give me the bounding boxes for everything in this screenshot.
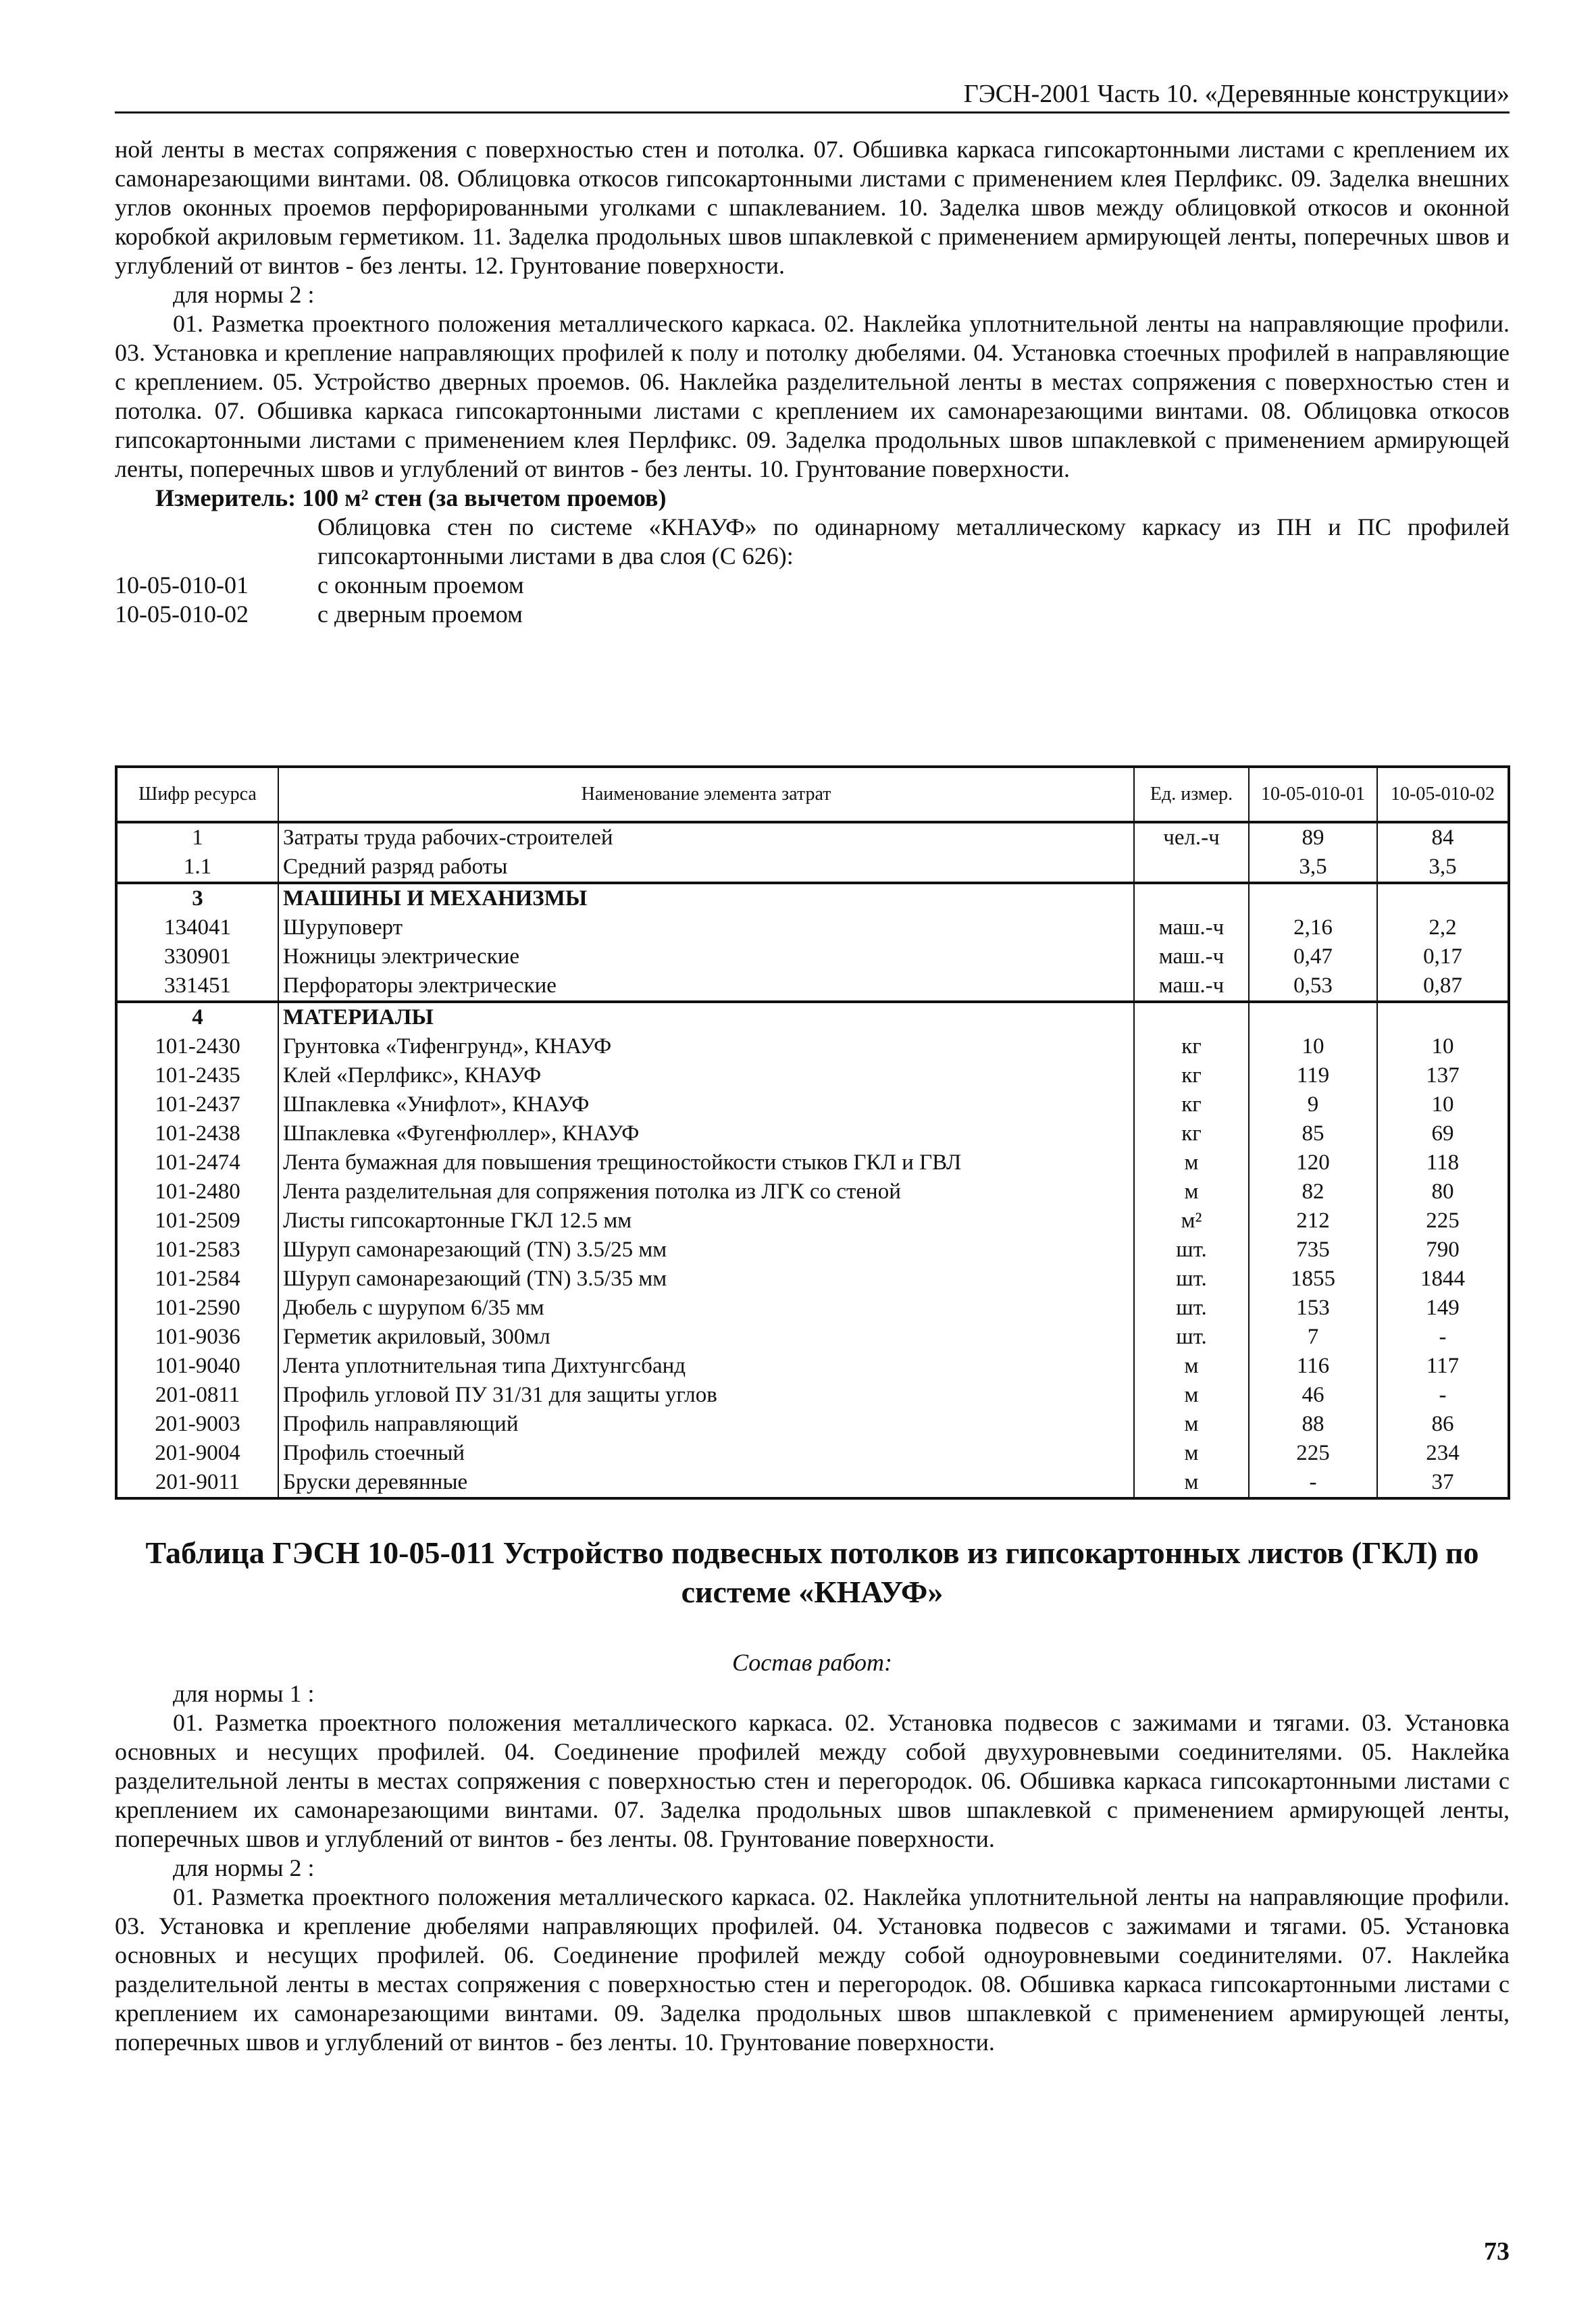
table-cell: Бруски деревянные: [278, 1468, 1134, 1498]
table-cell: Листы гипсокартонные ГКЛ 12.5 мм: [278, 1206, 1134, 1236]
table-cell: кг: [1134, 1119, 1249, 1148]
table-cell: 330901: [116, 942, 278, 971]
table-cell: 101-2430: [116, 1032, 278, 1061]
resource-table: [115, 765, 1510, 1500]
table-cell: МАШИНЫ И МЕХАНИЗМЫ: [278, 883, 1134, 913]
table-row: [116, 1352, 1509, 1381]
table-cell: 1: [116, 822, 278, 853]
table-cell: Перфораторы электрические: [278, 971, 1134, 1002]
table-row: [116, 1177, 1509, 1206]
column-header: 10-05-010-02: [1377, 767, 1509, 822]
table-cell: 101-2509: [116, 1206, 278, 1236]
table-cell: 84: [1377, 822, 1509, 853]
table-cell: -: [1377, 1323, 1509, 1352]
table-cell: 3: [116, 883, 278, 913]
table-cell: 201-9004: [116, 1439, 278, 1468]
column-header: Ед. измер.: [1134, 767, 1249, 822]
table-cell: 86: [1377, 1410, 1509, 1439]
table-row: [116, 853, 1509, 883]
measure: Измеритель: 100 м² стен (за вычетом проемов): [155, 484, 667, 511]
table-cell: [1134, 853, 1249, 883]
table-cell: [1134, 1002, 1249, 1032]
table-cell: 85: [1249, 1119, 1377, 1148]
table-cell: 9: [1249, 1090, 1377, 1119]
paragraph: 01. Разметка проектного положения металлического каркаса. 02. Наклейка уплотнительной ленты на направляющие профили. 03. Установка и крепление дюбелями направляющих профилей. 04. Установка подвесов с зажимами и тягами. 05. Установка основных и несущих профилей. 06. Соединение профилей между собой одноуровневыми соединителями. 07. Наклейка разделительной ленты в местах сопряжения с поверхностью стен и перегородок. 08. Обшивка каркаса гипсокартонными листами с креплением их самонарезающими винтами. 09. Заделка продольных швов шпаклевкой с применением армирующей ленты, поперечных швов и углублений от винтов - без ленты. 10. Грунтование поверхности.: [115, 1883, 1510, 2056]
table-cell: 117: [1377, 1352, 1509, 1381]
table-cell: 101-2435: [116, 1061, 278, 1090]
paragraph: 01. Разметка проектного положения металлического каркаса. 02. Установка подвесов с зажимами и тягами. 03. Установка основных и несущих профилей. 04. Соединение профилей между собой двухуровневыми соединителями. 05. Наклейка разделительной ленты в местах сопряжения с поверхностью стен и перегородок. 06. Обшивка каркаса гипсокартонными листами с креплением их самонарезающими винтами. 07. Заделка продольных швов шпаклевкой с применением армирующей ленты, поперечных швов и углублений от винтов - без ленты. 08. Грунтование поверхности.: [115, 1709, 1510, 1852]
norm-label: для нормы 2 :: [173, 1854, 315, 1881]
table-cell: Лента бумажная для повышения трещиностойкости стыков ГКЛ и ГВЛ: [278, 1148, 1134, 1177]
table-cell: Шпаклевка «Фугенфюллер», КНАУФ: [278, 1119, 1134, 1148]
table-row: [116, 1265, 1509, 1294]
table-row: [116, 1236, 1509, 1265]
code: 10-05-010-01: [115, 571, 249, 599]
table-row: [116, 883, 1509, 913]
table-row: [116, 1468, 1509, 1498]
table-cell: 3,5: [1249, 853, 1377, 883]
table-cell: кг: [1134, 1061, 1249, 1090]
table-cell: 101-2480: [116, 1177, 278, 1206]
table-cell: шт.: [1134, 1265, 1249, 1294]
table-cell: 137: [1377, 1061, 1509, 1090]
table-cell: 149: [1377, 1294, 1509, 1323]
table-cell: Шуруп самонарезающий (TN) 3.5/35 мм: [278, 1265, 1134, 1294]
table-cell: Средний разряд работы: [278, 853, 1134, 883]
table-row: [116, 1206, 1509, 1236]
table-cell: м: [1134, 1352, 1249, 1381]
table-cell: Шуруповерт: [278, 913, 1134, 942]
paragraph: 01. Разметка проектного положения металлического каркаса. 02. Наклейка уплотнительной ленты на направляющие профили. 03. Установка и крепление направляющих профилей к полу и потолку дюбелями. 04. Установка стоечных профилей в направляющие с креплением. 05. Устройство дверных проемов. 06. Наклейка разделительной ленты в местах сопряжения с поверхностью стен и потолка. 07. Обшивка каркаса гипсокартонными листами с креплением их самонарезающими винтами. 08. Облицовка откосов гипсокартонными листами с применением клея Перлфикс. 09. Заделка продольных швов шпаклевкой с применением армирующей ленты, поперечных швов и углублений от винтов - без ленты. 10. Грунтование поверхности.: [115, 310, 1510, 482]
table-cell: 119: [1249, 1061, 1377, 1090]
table-cell: м: [1134, 1410, 1249, 1439]
table-cell: 201-0811: [116, 1381, 278, 1410]
table-cell: Клей «Перлфикс», КНАУФ: [278, 1061, 1134, 1090]
table-cell: м: [1134, 1148, 1249, 1177]
table-cell: 7: [1249, 1323, 1377, 1352]
table-cell: м: [1134, 1381, 1249, 1410]
table-cell: 88: [1249, 1410, 1377, 1439]
table-cell: Герметик акриловый, 300мл: [278, 1323, 1134, 1352]
table-cell: Лента разделительная для сопряжения потолка из ЛГК со стеной: [278, 1177, 1134, 1206]
table-cell: 201-9011: [116, 1468, 278, 1498]
table-cell: 0,17: [1377, 942, 1509, 971]
table-cell: [1377, 1002, 1509, 1032]
table-cell: 2,2: [1377, 913, 1509, 942]
table-cell: Дюбель с шурупом 6/35 мм: [278, 1294, 1134, 1323]
table-cell: 101-2583: [116, 1236, 278, 1265]
paragraph: ной ленты в местах сопряжения с поверхностью стен и потолка. 07. Обшивка каркаса гипсокартонными листами с креплением их самонарезающими винтами. 08. Облицовка откосов гипсокартонными листами с применением клея Перлфикс. 09. Заделка внешних углов оконных проемов перфорированными уголками с шпаклеванием. 10. Заделка швов между облицовкой откосов и оконной коробкой акриловым герметиком. 11. Заделка продольных швов шпаклевкой с применением армирующей ленты, поперечных швов и углублений от винтов - без ленты. 12. Грунтование поверхности.: [115, 136, 1510, 279]
table-cell: 120: [1249, 1148, 1377, 1177]
table-cell: [1134, 883, 1249, 913]
column-header: Наименование элемента затрат: [278, 767, 1134, 822]
running-header: ГЭСН-2001 Часть 10. «Деревянные конструкции»: [115, 80, 1510, 113]
table-row: [116, 1002, 1509, 1032]
table-cell: шт.: [1134, 1236, 1249, 1265]
table-row: [116, 1032, 1509, 1061]
table-cell: 82: [1249, 1177, 1377, 1206]
table-cell: [1377, 883, 1509, 913]
table-cell: 101-2590: [116, 1294, 278, 1323]
section-title: Таблица ГЭСН 10-05-011 Устройство подвесных потолков из гипсокартонных листов (ГКЛ) по системе «КНАУФ»: [145, 1535, 1479, 1609]
table-cell: 153: [1249, 1294, 1377, 1323]
table-cell: Лента уплотнительная типа Дихтунгсбанд: [278, 1352, 1134, 1381]
table-row: [116, 1294, 1509, 1323]
table-cell: 80: [1377, 1177, 1509, 1206]
table-cell: 10: [1377, 1032, 1509, 1061]
work-composition-label: Состав работ:: [732, 1649, 892, 1676]
description: Облицовка стен по системе «КНАУФ» по одинарному металлическому каркасу из ПН и ПС профилей гипсокартонными листами в два слоя (С 626):: [317, 513, 1510, 569]
norm-label: для нормы 1 :: [173, 1680, 315, 1707]
code-label: с дверным проемом: [317, 601, 523, 628]
table-row: [116, 1323, 1509, 1352]
table-cell: чел.-ч: [1134, 822, 1249, 853]
table-cell: маш.-ч: [1134, 942, 1249, 971]
table-cell: 1855: [1249, 1265, 1377, 1294]
table-cell: [1249, 883, 1377, 913]
table-cell: 225: [1377, 1206, 1509, 1236]
table-cell: 212: [1249, 1206, 1377, 1236]
table-cell: 790: [1377, 1236, 1509, 1265]
table-row: [116, 1148, 1509, 1177]
table-cell: -: [1377, 1381, 1509, 1410]
table-row: [116, 913, 1509, 942]
table-cell: м: [1134, 1468, 1249, 1498]
table-cell: МАТЕРИАЛЫ: [278, 1002, 1134, 1032]
table-cell: кг: [1134, 1032, 1249, 1061]
table-cell: 225: [1249, 1439, 1377, 1468]
table-row: [116, 1090, 1509, 1119]
table-cell: 234: [1377, 1439, 1509, 1468]
table-row: [116, 942, 1509, 971]
table-cell: шт.: [1134, 1323, 1249, 1352]
table-cell: 735: [1249, 1236, 1377, 1265]
table-cell: Профиль стоечный: [278, 1439, 1134, 1468]
code-line: [115, 571, 1510, 600]
table-row: [116, 1381, 1509, 1410]
table-cell: Затраты труда рабочих-строителей: [278, 822, 1134, 853]
table-row: [116, 1439, 1509, 1468]
table-cell: Шпаклевка «Унифлот», КНАУФ: [278, 1090, 1134, 1119]
table-cell: 46: [1249, 1381, 1377, 1410]
table-row: [116, 971, 1509, 1002]
table-cell: 10: [1377, 1090, 1509, 1119]
top-text: [115, 135, 1510, 629]
norm-label: для нормы 2 :: [173, 281, 315, 308]
table-cell: 89: [1249, 822, 1377, 853]
table-cell: [1249, 1002, 1377, 1032]
table-row: [116, 1061, 1509, 1090]
table-cell: 101-2474: [116, 1148, 278, 1177]
table-cell: 134041: [116, 913, 278, 942]
table-row: [116, 1410, 1509, 1439]
code: 10-05-010-02: [115, 601, 249, 628]
table-row: [116, 822, 1509, 853]
page-number: 73: [1484, 2237, 1510, 2266]
table-cell: 2,16: [1249, 913, 1377, 942]
table-cell: Профиль угловой ПУ 31/31 для защиты углов: [278, 1381, 1134, 1410]
table-cell: м: [1134, 1177, 1249, 1206]
table-cell: 118: [1377, 1148, 1509, 1177]
table-cell: 4: [116, 1002, 278, 1032]
table-cell: 116: [1249, 1352, 1377, 1381]
bottom-text: [115, 1679, 1510, 2057]
table-cell: 101-9040: [116, 1352, 278, 1381]
table-cell: 0,47: [1249, 942, 1377, 971]
table-cell: 3,5: [1377, 853, 1509, 883]
table-cell: м²: [1134, 1206, 1249, 1236]
table-cell: Ножницы электрические: [278, 942, 1134, 971]
table-cell: 101-2584: [116, 1265, 278, 1294]
table-cell: Шуруп самонарезающий (TN) 3.5/25 мм: [278, 1236, 1134, 1265]
table-cell: 101-2437: [116, 1090, 278, 1119]
table-cell: Профиль направляющий: [278, 1410, 1134, 1439]
table-cell: 1.1: [116, 853, 278, 883]
table-cell: 0,87: [1377, 971, 1509, 1002]
table-cell: Грунтовка «Тифенгрунд», КНАУФ: [278, 1032, 1134, 1061]
table-cell: 101-2438: [116, 1119, 278, 1148]
table-cell: 0,53: [1249, 971, 1377, 1002]
column-header: 10-05-010-01: [1249, 767, 1377, 822]
column-header: Шифр ресурса: [116, 767, 278, 822]
table-cell: 10: [1249, 1032, 1377, 1061]
table-cell: 331451: [116, 971, 278, 1002]
table-cell: маш.-ч: [1134, 913, 1249, 942]
table-cell: -: [1249, 1468, 1377, 1498]
table-cell: 201-9003: [116, 1410, 278, 1439]
code-line: [115, 600, 1510, 629]
table-cell: 1844: [1377, 1265, 1509, 1294]
table-cell: шт.: [1134, 1294, 1249, 1323]
table-cell: кг: [1134, 1090, 1249, 1119]
table-cell: 69: [1377, 1119, 1509, 1148]
table-cell: маш.-ч: [1134, 971, 1249, 1002]
table-cell: м: [1134, 1439, 1249, 1468]
table-row: [116, 1119, 1509, 1148]
table-cell: 101-9036: [116, 1323, 278, 1352]
table-cell: 37: [1377, 1468, 1509, 1498]
code-label: с оконным проемом: [317, 571, 524, 599]
